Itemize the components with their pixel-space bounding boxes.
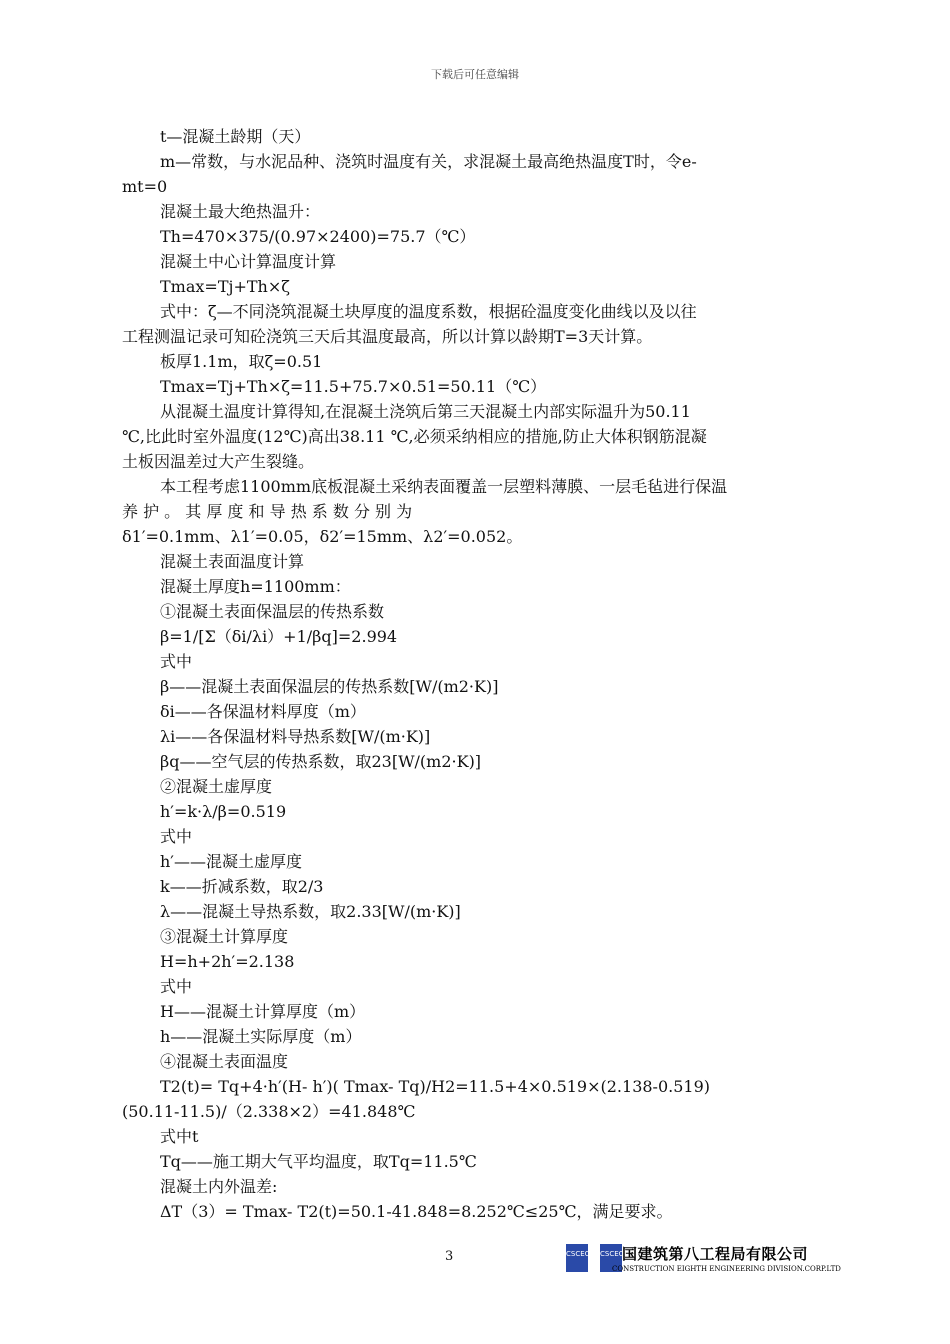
text-line: h′——混凝土虚厚度 <box>160 852 302 871</box>
text-line: ②混凝土虚厚度 <box>160 777 273 796</box>
text-line: H——混凝土计算厚度（m） <box>160 1002 366 1021</box>
text-line: ①混凝土表面保温层的传热系数 <box>160 602 385 621</box>
text-line: Th=470×375/(0.97×2400)=75.7（℃） <box>160 227 476 246</box>
document-body <box>122 124 828 1224</box>
text-line: 土板因温差过大产生裂缝。 <box>122 452 315 471</box>
text-line: ℃,比此时室外温度(12℃)高出38.11 ℃,必须采纳相应的措施,防止大体积钢筋混凝 <box>122 427 707 446</box>
page-header: 下载后可任意编辑 <box>431 68 519 81</box>
text-line: m—常数，与水泥品种、浇筑时温度有关，求混凝土最高绝热温度T时，令e- <box>160 152 697 171</box>
text-line: λi——各保温材料导热系数[W/(m·K)] <box>160 727 431 746</box>
text-line: 养 护 。 其 厚 度 和 导 热 系 数 分 别 为 <box>122 502 413 521</box>
text-line: βq——空气层的传热系数，取23[W/(m2·K)] <box>160 752 482 771</box>
text-line: h——混凝土实际厚度（m） <box>160 1027 362 1046</box>
logo-company-name: 国建筑第八工程局有限公司 <box>622 1245 809 1263</box>
text-line: 式中：ζ—不同浇筑混凝土块厚度的温度系数，根据砼温度变化曲线以及以往 <box>160 302 697 321</box>
text-line: λ——混凝土导热系数，取2.33[W/(m·K)] <box>160 902 461 921</box>
logo-company-english: CONSTRUCTION EIGHTH ENGINEERING DIVISION.CORP.LTD <box>612 1265 841 1273</box>
text-line: 式中t <box>160 1127 199 1146</box>
logo-mark: CSCEC <box>600 1244 622 1272</box>
formula-line: h′=k·λ/β=0.519 <box>160 802 287 821</box>
formula-line: ΔT（3）= Tmax- T2(t)=50.1-41.848=8.252℃≤25℃，满足要求。 <box>160 1202 673 1221</box>
formula-line: H=h+2h′=2.138 <box>160 952 295 971</box>
text-line: 混凝土最大绝热温升： <box>160 202 321 221</box>
text-line: 式中 <box>160 977 193 996</box>
text-line: 混凝土内外温差: <box>160 1177 278 1196</box>
text-line: k——折减系数，取2/3 <box>160 877 324 896</box>
text-line: 本工程考虑1100mm底板混凝土采纳表面覆盖一层塑料薄膜、一层毛毡进行保温 <box>160 477 728 496</box>
formula-line: T2(t)= Tq+4·h′(H- h′)( Tmax- Tq)/H2=11.5+4×0.519×(2.138-0.519) <box>160 1077 711 1096</box>
text-line: 混凝土表面温度计算 <box>160 552 305 571</box>
text-line: β——混凝土表面保温层的传热系数[W/(m2·K)] <box>160 677 499 696</box>
text-line: Tmax=Tj+Th×ζ=11.5+75.7×0.51=50.11（℃） <box>160 377 547 396</box>
company-logo <box>566 1242 842 1276</box>
text-line: 混凝土中心计算温度计算 <box>160 252 337 271</box>
logo-mark: CSCEC <box>566 1244 588 1272</box>
formula-line: β=1/[Σ（δi/λi）+1/βq]=2.994 <box>160 627 398 646</box>
text-line: 板厚1.1m，取ζ=0.51 <box>160 352 323 371</box>
text-line: δ1′=0.1mm、λ1′=0.05，δ2′=15mm、λ2′=0.052。 <box>122 527 523 546</box>
formula-line: (50.11-11.5)/（2.338×2）=41.848℃ <box>122 1102 416 1121</box>
text-line: 工程测温记录可知砼浇筑三天后其温度最高，所以计算以龄期T=3天计算。 <box>122 327 653 346</box>
text-line: 式中 <box>160 827 193 846</box>
text-line: ④混凝土表面温度 <box>160 1052 289 1071</box>
text-line: δi——各保温材料厚度（m） <box>160 702 366 721</box>
text-line: Tmax=Tj+Th×ζ <box>160 277 290 296</box>
text-line: ③混凝土计算厚度 <box>160 927 289 946</box>
text-line: 式中 <box>160 652 193 671</box>
text-line: 混凝土厚度h=1100mm： <box>160 577 351 596</box>
text-line: t—混凝土龄期（天） <box>160 127 311 146</box>
page-number: 3 <box>445 1249 454 1264</box>
text-line: 从混凝土温度计算得知,在混凝土浇筑后第三天混凝土内部实际温升为50.11 <box>160 402 691 421</box>
text-line: mt=0 <box>122 177 168 196</box>
text-line: Tq——施工期大气平均温度，取Tq=11.5℃ <box>160 1152 477 1171</box>
